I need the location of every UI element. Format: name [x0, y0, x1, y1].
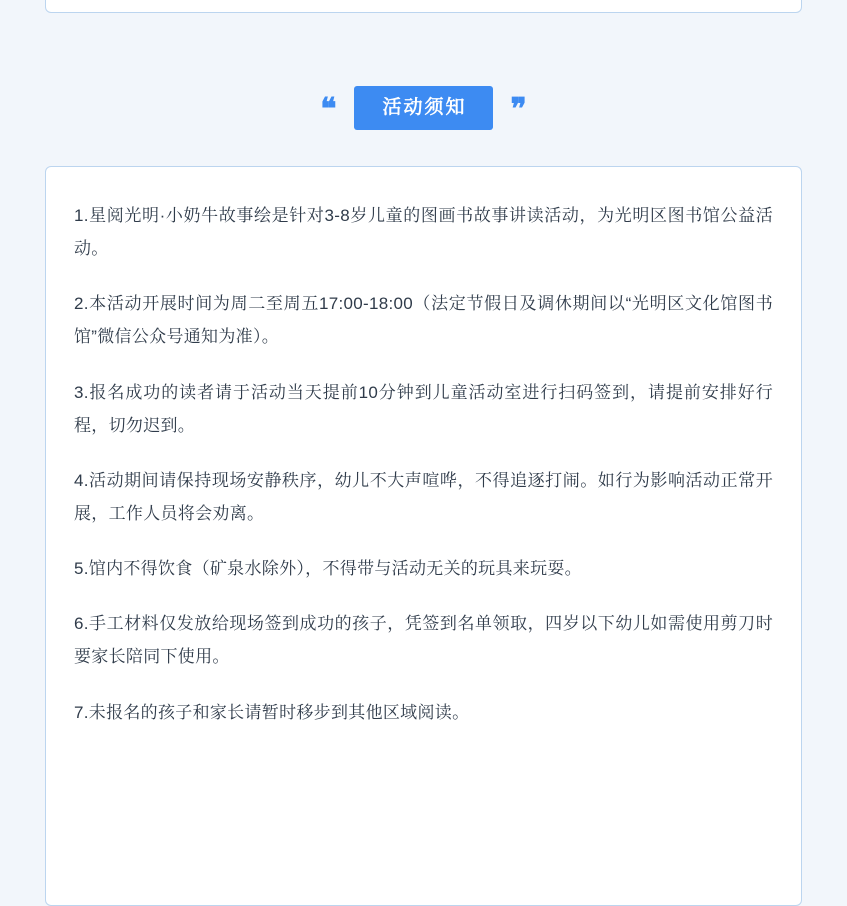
quote-close-icon: ❞ [510, 93, 527, 126]
notice-item: 1.星阅光明·小奶牛故事绘是针对3-8岁儿童的图画书故事讲读活动，为光明区图书馆公益活动。 [74, 206, 773, 259]
notice-item: 5.馆内不得饮食（矿泉水除外），不得带与活动无关的玩具来玩耍。 [74, 559, 582, 579]
section-heading [0, 86, 847, 130]
section-title-pill: 活动须知 [354, 86, 492, 130]
notice-item: 2.本活动开展时间为周二至周五17:00-18:00（法定节假日及调休期间以“光明区文化馆图书馆”微信公众号通知为准）。 [74, 294, 773, 347]
previous-section-card [45, 0, 802, 13]
notice-item: 7.未报名的孩子和家长请暂时移步到其他区域阅读。 [74, 702, 470, 722]
notice-item: 3.报名成功的读者请于活动当天提前10分钟到儿童活动室进行扫码签到，请提前安排好行程，切勿迟到。 [74, 382, 773, 435]
notice-item: 4.活动期间请保持现场安静秩序，幼儿不大声喧哗，不得追逐打闹。如行为影响活动正常开展，工作人员将会劝离。 [74, 470, 773, 523]
notice-item: 6.手工材料仅发放给现场签到成功的孩子，凭签到名单领取，四岁以下幼儿如需使用剪刀时要家长陪同下使用。 [74, 614, 773, 667]
notice-card [45, 166, 802, 906]
quote-open-icon: ❝ [320, 93, 337, 126]
